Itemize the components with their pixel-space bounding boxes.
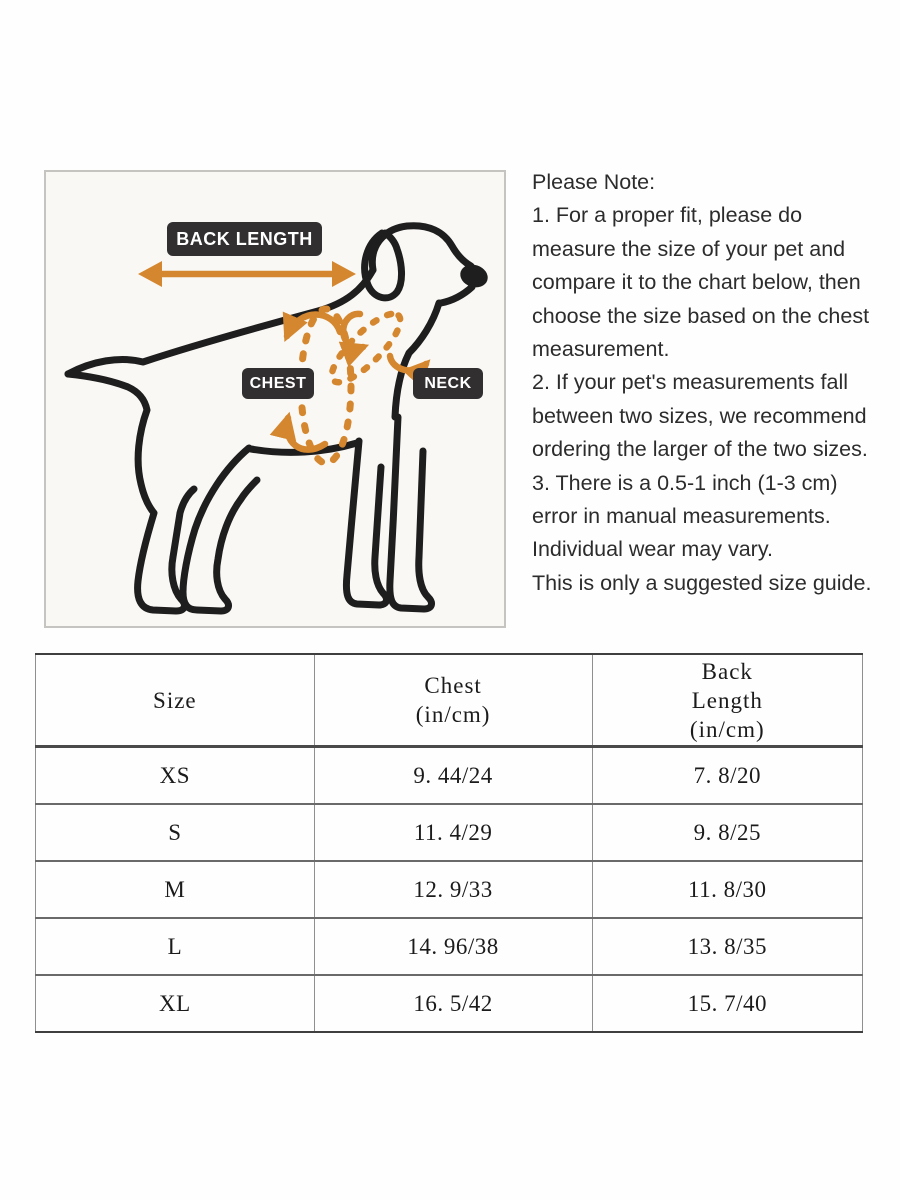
column-header-size: Size xyxy=(36,654,315,747)
chest-cell: 11. 4/29 xyxy=(314,804,592,861)
chest-cell: 16. 5/42 xyxy=(314,975,592,1032)
table-row-m xyxy=(36,861,863,918)
note-line: measurement. xyxy=(532,337,670,362)
table-row-xl xyxy=(36,975,863,1032)
column-header-back-length: Back Length (in/cm) xyxy=(592,654,862,747)
note-line: compare it to the chart below, then xyxy=(532,270,861,295)
note-line: ordering the larger of the two sizes. xyxy=(532,437,868,462)
size-cell: M xyxy=(36,861,315,918)
size-table xyxy=(35,653,863,1033)
chest-cell: 9. 44/24 xyxy=(314,747,592,805)
note-line: 1. For a proper fit, please do xyxy=(532,203,803,228)
note-line: between two sizes, we recommend xyxy=(532,403,867,428)
back-length-badge xyxy=(167,222,322,256)
note-line: choose the size based on the chest xyxy=(532,303,870,328)
note-line: 3. There is a 0.5-1 inch (1-3 cm) xyxy=(532,470,838,495)
back-length-cell: 9. 8/25 xyxy=(592,804,862,861)
note-line: This is only a suggested size guide. xyxy=(532,570,872,595)
chest-cell: 14. 96/38 xyxy=(314,918,592,975)
back-length-cell: 15. 7/40 xyxy=(592,975,862,1032)
back-length-cell: 13. 8/35 xyxy=(592,918,862,975)
size-cell: L xyxy=(36,918,315,975)
chest-badge xyxy=(242,368,314,399)
size-cell: XL xyxy=(36,975,315,1032)
size-cell: XS xyxy=(36,747,315,805)
neck-label: NECK xyxy=(424,374,472,392)
back-length-arrow-icon xyxy=(138,261,356,287)
size-cell: S xyxy=(36,804,315,861)
note-line: 2. If your pet's measurements fall xyxy=(532,370,848,395)
note-title: Please Note: xyxy=(532,170,656,194)
back-length-cell: 11. 8/30 xyxy=(592,861,862,918)
note-line: error in manual measurements. xyxy=(532,504,831,529)
dog-nose-icon xyxy=(457,261,490,291)
note-section xyxy=(532,166,888,600)
measurement-diagram xyxy=(44,170,506,628)
table-row-l xyxy=(36,918,863,975)
note-line: Individual wear may vary. xyxy=(532,537,773,562)
back-length-cell: 7. 8/20 xyxy=(592,747,862,805)
column-header-chest: Chest (in/cm) xyxy=(314,654,592,747)
back-length-label: BACK LENGTH xyxy=(176,228,313,249)
size-table-header-row xyxy=(36,654,863,747)
chest-label: CHEST xyxy=(249,374,307,392)
note-line: measure the size of your pet and xyxy=(532,236,846,261)
dog-outline-icon xyxy=(68,226,491,611)
chest-cell: 12. 9/33 xyxy=(314,861,592,918)
table-row-s xyxy=(36,804,863,861)
table-row-xs xyxy=(36,747,863,805)
neck-badge xyxy=(413,368,483,399)
